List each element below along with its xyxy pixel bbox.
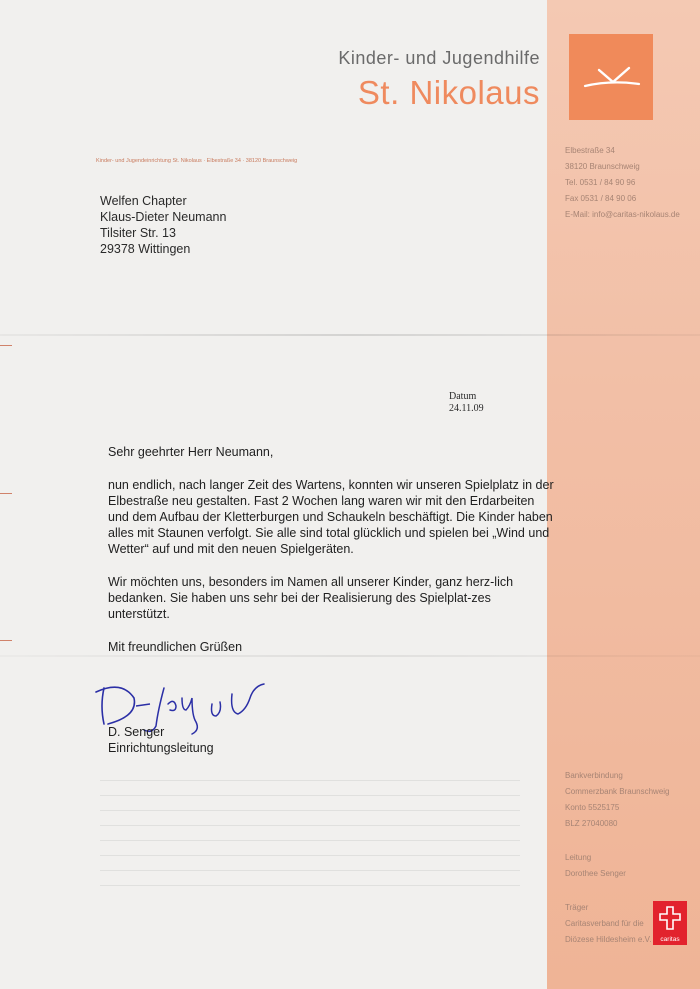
sponsor-line: Diözese Hildesheim e.V.: [565, 935, 652, 944]
contact-email: E-Mail: info@caritas-nikolaus.de: [565, 210, 680, 219]
letter-body: [108, 444, 554, 655]
organization-name: St. Nikolaus: [357, 74, 540, 111]
recipient-address: [100, 193, 226, 257]
paper-fold-line: [0, 655, 700, 657]
organization-subtitle: Kinder- und Jugendhilfe: [338, 48, 540, 68]
recipient-line: Klaus-Dieter Neumann: [100, 210, 227, 224]
date-value: 24.11.09: [449, 403, 484, 414]
management-name: Dorothee Senger: [565, 869, 626, 878]
contact-block: [565, 143, 680, 223]
bank-label: Bankverbindung: [565, 771, 623, 780]
contact-city: 38120 Braunschweig: [565, 162, 640, 171]
signer-block: [108, 724, 214, 756]
fold-mark: [0, 640, 12, 641]
salutation: Sehr geehrter Herr Neumann,: [108, 445, 274, 459]
closing: Mit freundlichen Grüßen: [108, 640, 243, 654]
sender-return-address: Kinder- und Jugendeinrichtung St. Nikolaus · Elbestraße 34 · 38120 Braunschweig: [96, 158, 298, 164]
bank-code: BLZ 27040080: [565, 819, 618, 828]
signer-name: D. Senger: [108, 725, 165, 739]
punch-mark: [0, 493, 12, 494]
sponsor-label: Träger: [565, 903, 589, 912]
contact-street: Elbestraße 34: [565, 146, 615, 155]
management-label: Leitung: [565, 853, 592, 862]
paragraph: Wir möchten uns, besonders im Namen all unserer Kinder, ganz herz-lich bedanken. Sie haben uns sehr bei der Realisierung des Spielplat-zes unterstützt.: [108, 575, 514, 621]
signer-title: Einrichtungsleitung: [108, 741, 214, 755]
contact-fax: Fax 0531 / 84 90 06: [565, 194, 637, 203]
recipient-line: 29378 Wittingen: [100, 242, 191, 256]
management-block: [565, 850, 626, 882]
recipient-line: Welfen Chapter: [100, 194, 187, 208]
paper-fold-line: [0, 334, 700, 336]
bank-account: Konto 5525175: [565, 803, 620, 812]
caritas-label: caritas: [660, 936, 680, 943]
contact-phone: Tel. 0531 / 84 90 96: [565, 178, 636, 187]
bank-name: Commerzbank Braunschweig: [565, 787, 670, 796]
organization-logo-icon: [569, 34, 653, 120]
date-label: Datum: [449, 391, 477, 402]
caritas-logo-icon: [653, 901, 687, 945]
paragraph: nun endlich, nach langer Zeit des Wartens, konnten wir unseren Spielplatz in der Elbestraße neu gestalten. Fast 2 Wochen lang waren wir mit den Erdarbeiten und dem Aufbau der Kletterburgen und Schaukeln beschäftigt. Die Kinder haben alles mit Staunen verfolgt. Sie alle sind total glücklich und spielen bei „Wind und Wetter“ auf und mit den neuen Spielgeräten.: [108, 478, 554, 556]
date-block: [449, 391, 484, 415]
sponsor-block: [565, 900, 651, 948]
show-through-text: [100, 780, 520, 900]
sponsor-line: Caritasverband für die: [565, 919, 644, 928]
fold-mark: [0, 345, 12, 346]
recipient-line: Tilsiter Str. 13: [100, 226, 176, 240]
bank-details: [565, 768, 670, 832]
